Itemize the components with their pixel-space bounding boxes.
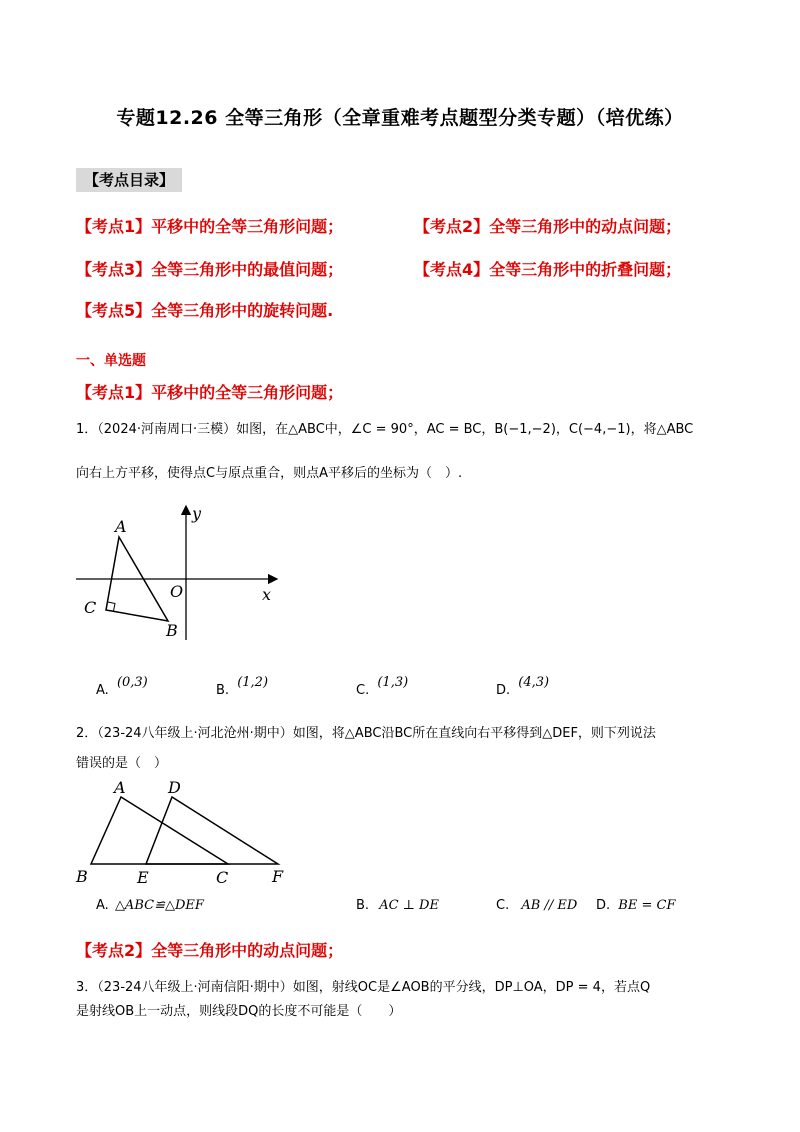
catalog-item-5: 【考点5】全等三角形中的旋转问题. <box>76 301 334 320</box>
option-value: △ABC≌△DEF <box>114 898 204 913</box>
catalog-tag: 【考点目录】 <box>76 168 182 192</box>
right-angle-mark <box>108 602 115 611</box>
option-value: (4,3) <box>518 675 550 690</box>
label-d: D <box>168 778 181 797</box>
question-3-line-1: 3．（23-24八年级上·河南信阳·期中）如图，射线OC是∠AOB的平分线，DP⊥OA，DP = 4，若点Q <box>76 980 651 995</box>
q1-option-c[interactable] <box>356 675 409 698</box>
question-2-line-1: 2．（23-24八年级上·河北沧州·期中）如图，将△ABC沿BC所在直线向右平移得到△DEF，则下列说法 <box>76 726 656 741</box>
option-value: (0,3) <box>116 675 148 690</box>
option-letter: D. <box>496 683 511 698</box>
q1-option-a[interactable] <box>96 675 148 698</box>
question-2-line-2: 错误的是（ ） <box>76 756 168 771</box>
page-title: 专题12.26 全等三角形（全章重难考点题型分类专题）（培优练） <box>116 107 684 129</box>
q2-option-b[interactable] <box>356 898 439 913</box>
q2-option-a[interactable] <box>96 898 204 913</box>
option-letter: B. <box>356 898 370 913</box>
label-f: F <box>272 867 284 886</box>
option-value: AC ⊥ DE <box>379 898 439 913</box>
label-c: C <box>84 598 97 617</box>
option-letter: C. <box>356 683 370 698</box>
label-a: A <box>114 778 126 797</box>
question-1-line-1: 1．（2024·河南周口·三模）如图，在△ABC中，∠C = 90°，AC = BC，B(−1,−2)，C(−4,−1)，将△ABC <box>76 422 694 437</box>
label-a: A <box>115 517 127 536</box>
option-letter: C. <box>496 898 510 913</box>
question-1-figure <box>70 500 290 650</box>
catalog-item-3: 【考点3】全等三角形中的最值问题； <box>76 260 344 279</box>
q1-option-d[interactable] <box>496 675 550 698</box>
label-c: C <box>216 868 229 887</box>
option-letter: A. <box>96 898 109 913</box>
option-letter: B. <box>216 683 230 698</box>
label-x: x <box>262 585 272 604</box>
q1-option-b[interactable] <box>216 675 269 698</box>
option-value: (1,2) <box>237 675 269 690</box>
option-value: BE = CF <box>618 898 676 913</box>
option-letter: A. <box>96 683 109 698</box>
catalog-item-2: 【考点2】全等三角形中的动点问题； <box>414 217 682 236</box>
option-value: (1,3) <box>377 675 409 690</box>
label-b: B <box>76 867 88 886</box>
question-1-line-2: 向右上方平移，使得点C与原点重合，则点A平移后的坐标为（ ）. <box>76 466 463 481</box>
catalog-item-1: 【考点1】平移中的全等三角形问题； <box>76 217 344 236</box>
catalog-item-4: 【考点4】全等三角形中的折叠问题； <box>414 260 682 279</box>
section-heading: 一、单选题 <box>76 353 146 369</box>
label-b: B <box>166 621 178 640</box>
label-o: O <box>170 582 184 601</box>
label-y: y <box>192 504 202 523</box>
option-letter: D. <box>596 898 611 913</box>
q2-option-c[interactable] <box>496 898 577 913</box>
question-3-line-2: 是射线OB上一动点，则线段DQ的长度不可能是（ ） <box>76 1004 402 1019</box>
option-value: AB // ED <box>521 898 578 913</box>
q2-option-d[interactable] <box>596 898 675 913</box>
label-e: E <box>137 868 149 887</box>
topic-heading-2: 【考点2】全等三角形中的动点问题； <box>76 941 344 960</box>
question-2-figure <box>70 776 300 891</box>
topic-heading-1: 【考点1】平移中的全等三角形问题； <box>76 383 344 402</box>
